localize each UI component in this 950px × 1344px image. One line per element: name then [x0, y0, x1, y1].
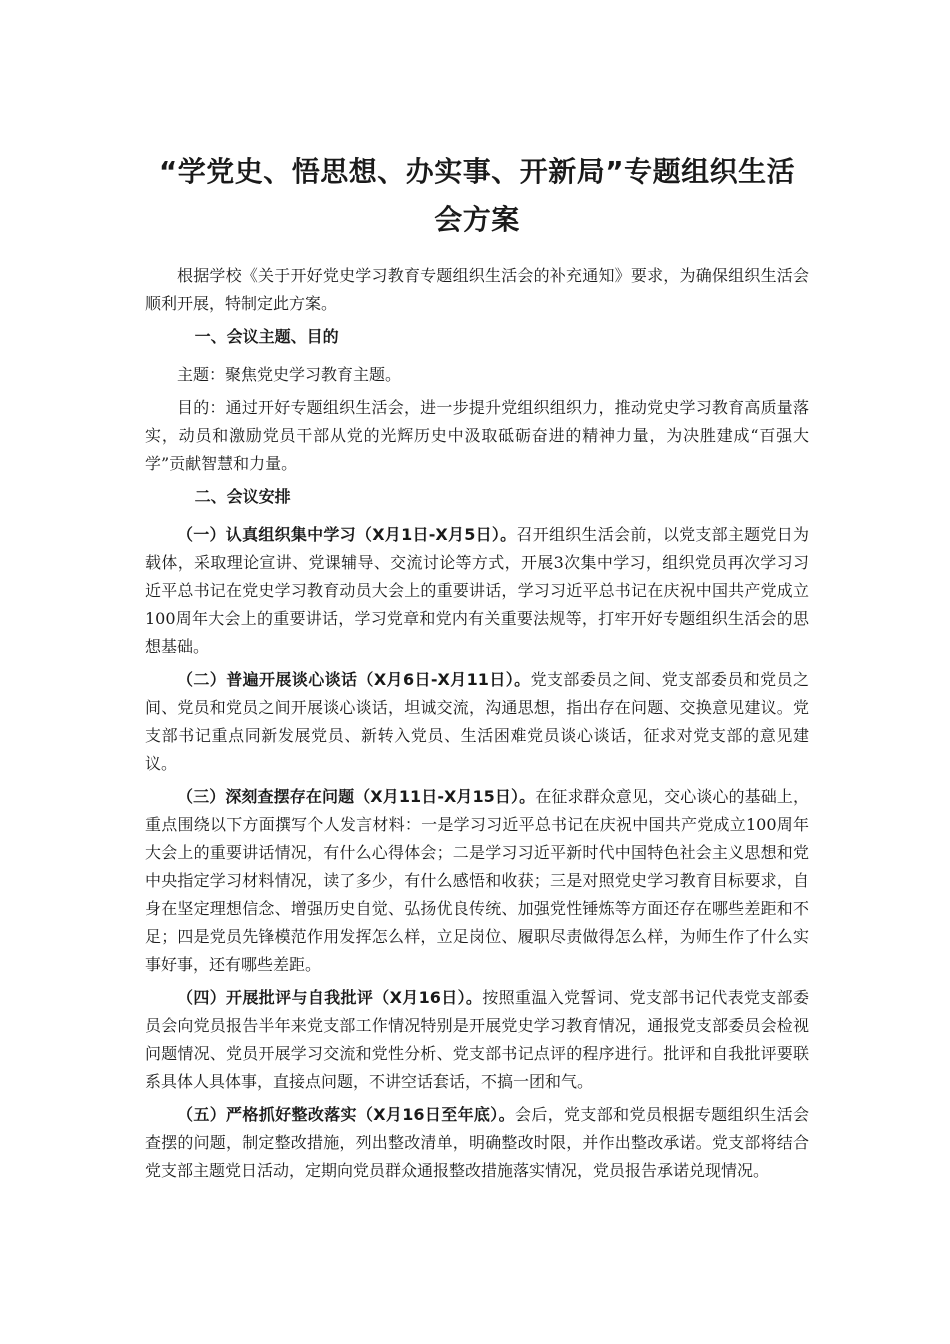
- arrangement-item-3: [145, 783, 809, 979]
- item-body: 召开组织生活会前，以党支部主题党日为载体，采取理论宣讲、党课辅导、交流讨论等方式，开展3次集中学习，组织党员再次学习习近平总书记在党史学习教育动员大会上的重要讲话，学习习近平总书记在庆祝中国共产党成立100周年大会上的重要讲话，学习党章和党内有关重要法规等，打牢开好专题组织生活会的思想基础。: [145, 525, 809, 656]
- section-heading-theme: 一、会议主题、目的: [194, 327, 339, 346]
- arrangement-item-1: [145, 521, 809, 661]
- item-lead: （三）深刻查摆存在问题（X月11日-X月15日）。: [177, 787, 536, 806]
- purpose-paragraph: 目的：通过开好专题组织生活会，进一步提升党组织组织力，推动党史学习教育高质量落实，动员和激励党员干部从党的光辉历史中汲取砥砺奋进的精神力量，为决胜建成“百强大学”贡献智慧和力量。: [145, 398, 809, 473]
- item-body: 按照重温入党誓词、党支部书记代表党支部委员会向党员报告半年来党支部工作情况特别是开展党史学习教育情况，通报党支部委员会检视问题情况、党员开展学习交流和党性分析、党支部书记点评的程序进行。批评和自我批评要联系具体人具体事，直接点问题，不讲空话套话，不搞一团和气。: [145, 988, 809, 1091]
- item-lead: （一）认真组织集中学习（X月1日-X月5日）。: [177, 525, 517, 544]
- intro-paragraph: 根据学校《关于开好党史学习教育专题组织生活会的补充通知》要求，为确保组织生活会顺利开展，特制定此方案。: [145, 266, 809, 313]
- item-lead: （四）开展批评与自我批评（X月16日）。: [177, 988, 483, 1007]
- section-heading-arrangement: 二、会议安排: [194, 487, 291, 506]
- item-body: 会后，党支部和党员根据专题组织生活会查摆的问题，制定整改措施，列出整改清单，明确整改时限，并作出整改承诺。党支部将结合党支部主题党日活动，定期向党员群众通报整改措施落实情况，党员报告承诺兑现情况。: [145, 1105, 809, 1180]
- item-body: 在征求群众意见，交心谈心的基础上，重点围绕以下方面撰写个人发言材料：一是学习习近平总书记在庆祝中国共产党成立100周年大会上的重要讲话情况，有什么心得体会；二是学习习近平新时代中国特色社会主义思想和党中央指定学习材料情况，读了多少，有什么感悟和收获；三是对照党史学习教育目标要求，自身在坚定理想信念、增强历史自觉、弘扬优良传统、加强党性锤炼等方面还存在哪些差距和不足；四是党员先锋模范作用发挥怎么样，立足岗位、履职尽责做得怎么样，为师生作了什么实事好事，还有哪些差距。: [145, 787, 809, 974]
- item-lead: （五）严格抓好整改落实（X月16日至年底）。: [177, 1105, 515, 1124]
- document-title: “学党史、悟思想、办实事、开新局”专题组织生活会方案: [158, 155, 796, 236]
- document-page: [145, 148, 809, 1190]
- item-body: 党支部委员之间、党支部委员和党员之间、党员和党员之间开展谈心谈话，坦诚交流，沟通思想，指出存在问题、交换意见建议。党支部书记重点同新发展党员、新转入党员、生活困难党员谈心谈话，征求对党支部的意见建议。: [145, 670, 809, 773]
- theme-paragraph: 主题：聚焦党史学习教育主题。: [177, 365, 402, 384]
- item-lead: （二）普遍开展谈心谈话（X月6日-X月11日）。: [177, 670, 531, 689]
- arrangement-item-5: [145, 1101, 809, 1185]
- arrangement-item-4: [145, 984, 809, 1096]
- arrangement-item-2: [145, 666, 809, 778]
